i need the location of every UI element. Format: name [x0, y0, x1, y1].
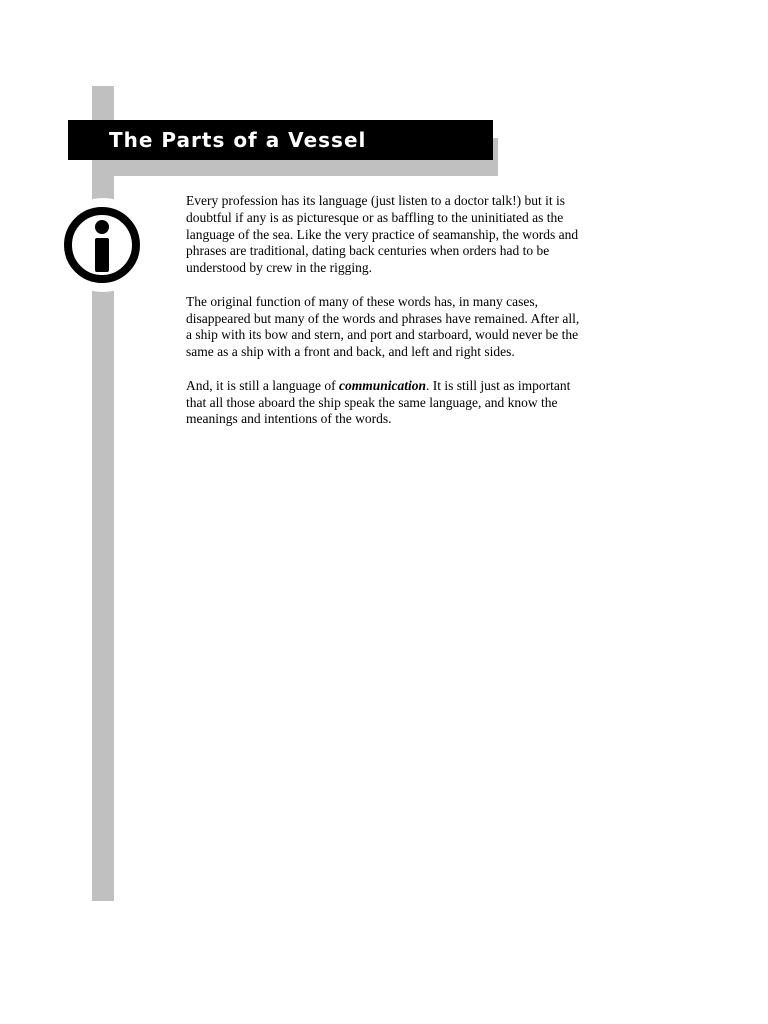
info-icon	[62, 205, 142, 285]
paragraph-1: Every profession has its language (just listen to a doctor talk!) but it is doubtful if any is as picturesque or as baffling to the uninitiated as the language of the sea. Like the very practice of seamanship, the words and phrases are traditional, dating back centuries when orders had to be understood by crew in the rigging.	[186, 193, 579, 276]
body-text	[186, 193, 581, 445]
paragraph-3-end: . It is still just as important that all those aboard the ship speak the same language, and know the meanings and intentions of the words.	[186, 377, 571, 427]
paragraph-3	[186, 378, 581, 428]
title-band	[68, 120, 493, 160]
emphasized-word: communication	[338, 377, 426, 393]
paragraph-3-start: And, it is still a language of	[186, 377, 339, 393]
page-title: The Parts of a Vessel	[109, 128, 367, 152]
paragraph-2: The original function of many of these words has, in many cases, disappeared but many of the words and phrases have remained. After all, a ship with its bow and stern, and port and starboard, would never be the same as a ship with a front and back, and left and right sides.	[186, 293, 580, 360]
